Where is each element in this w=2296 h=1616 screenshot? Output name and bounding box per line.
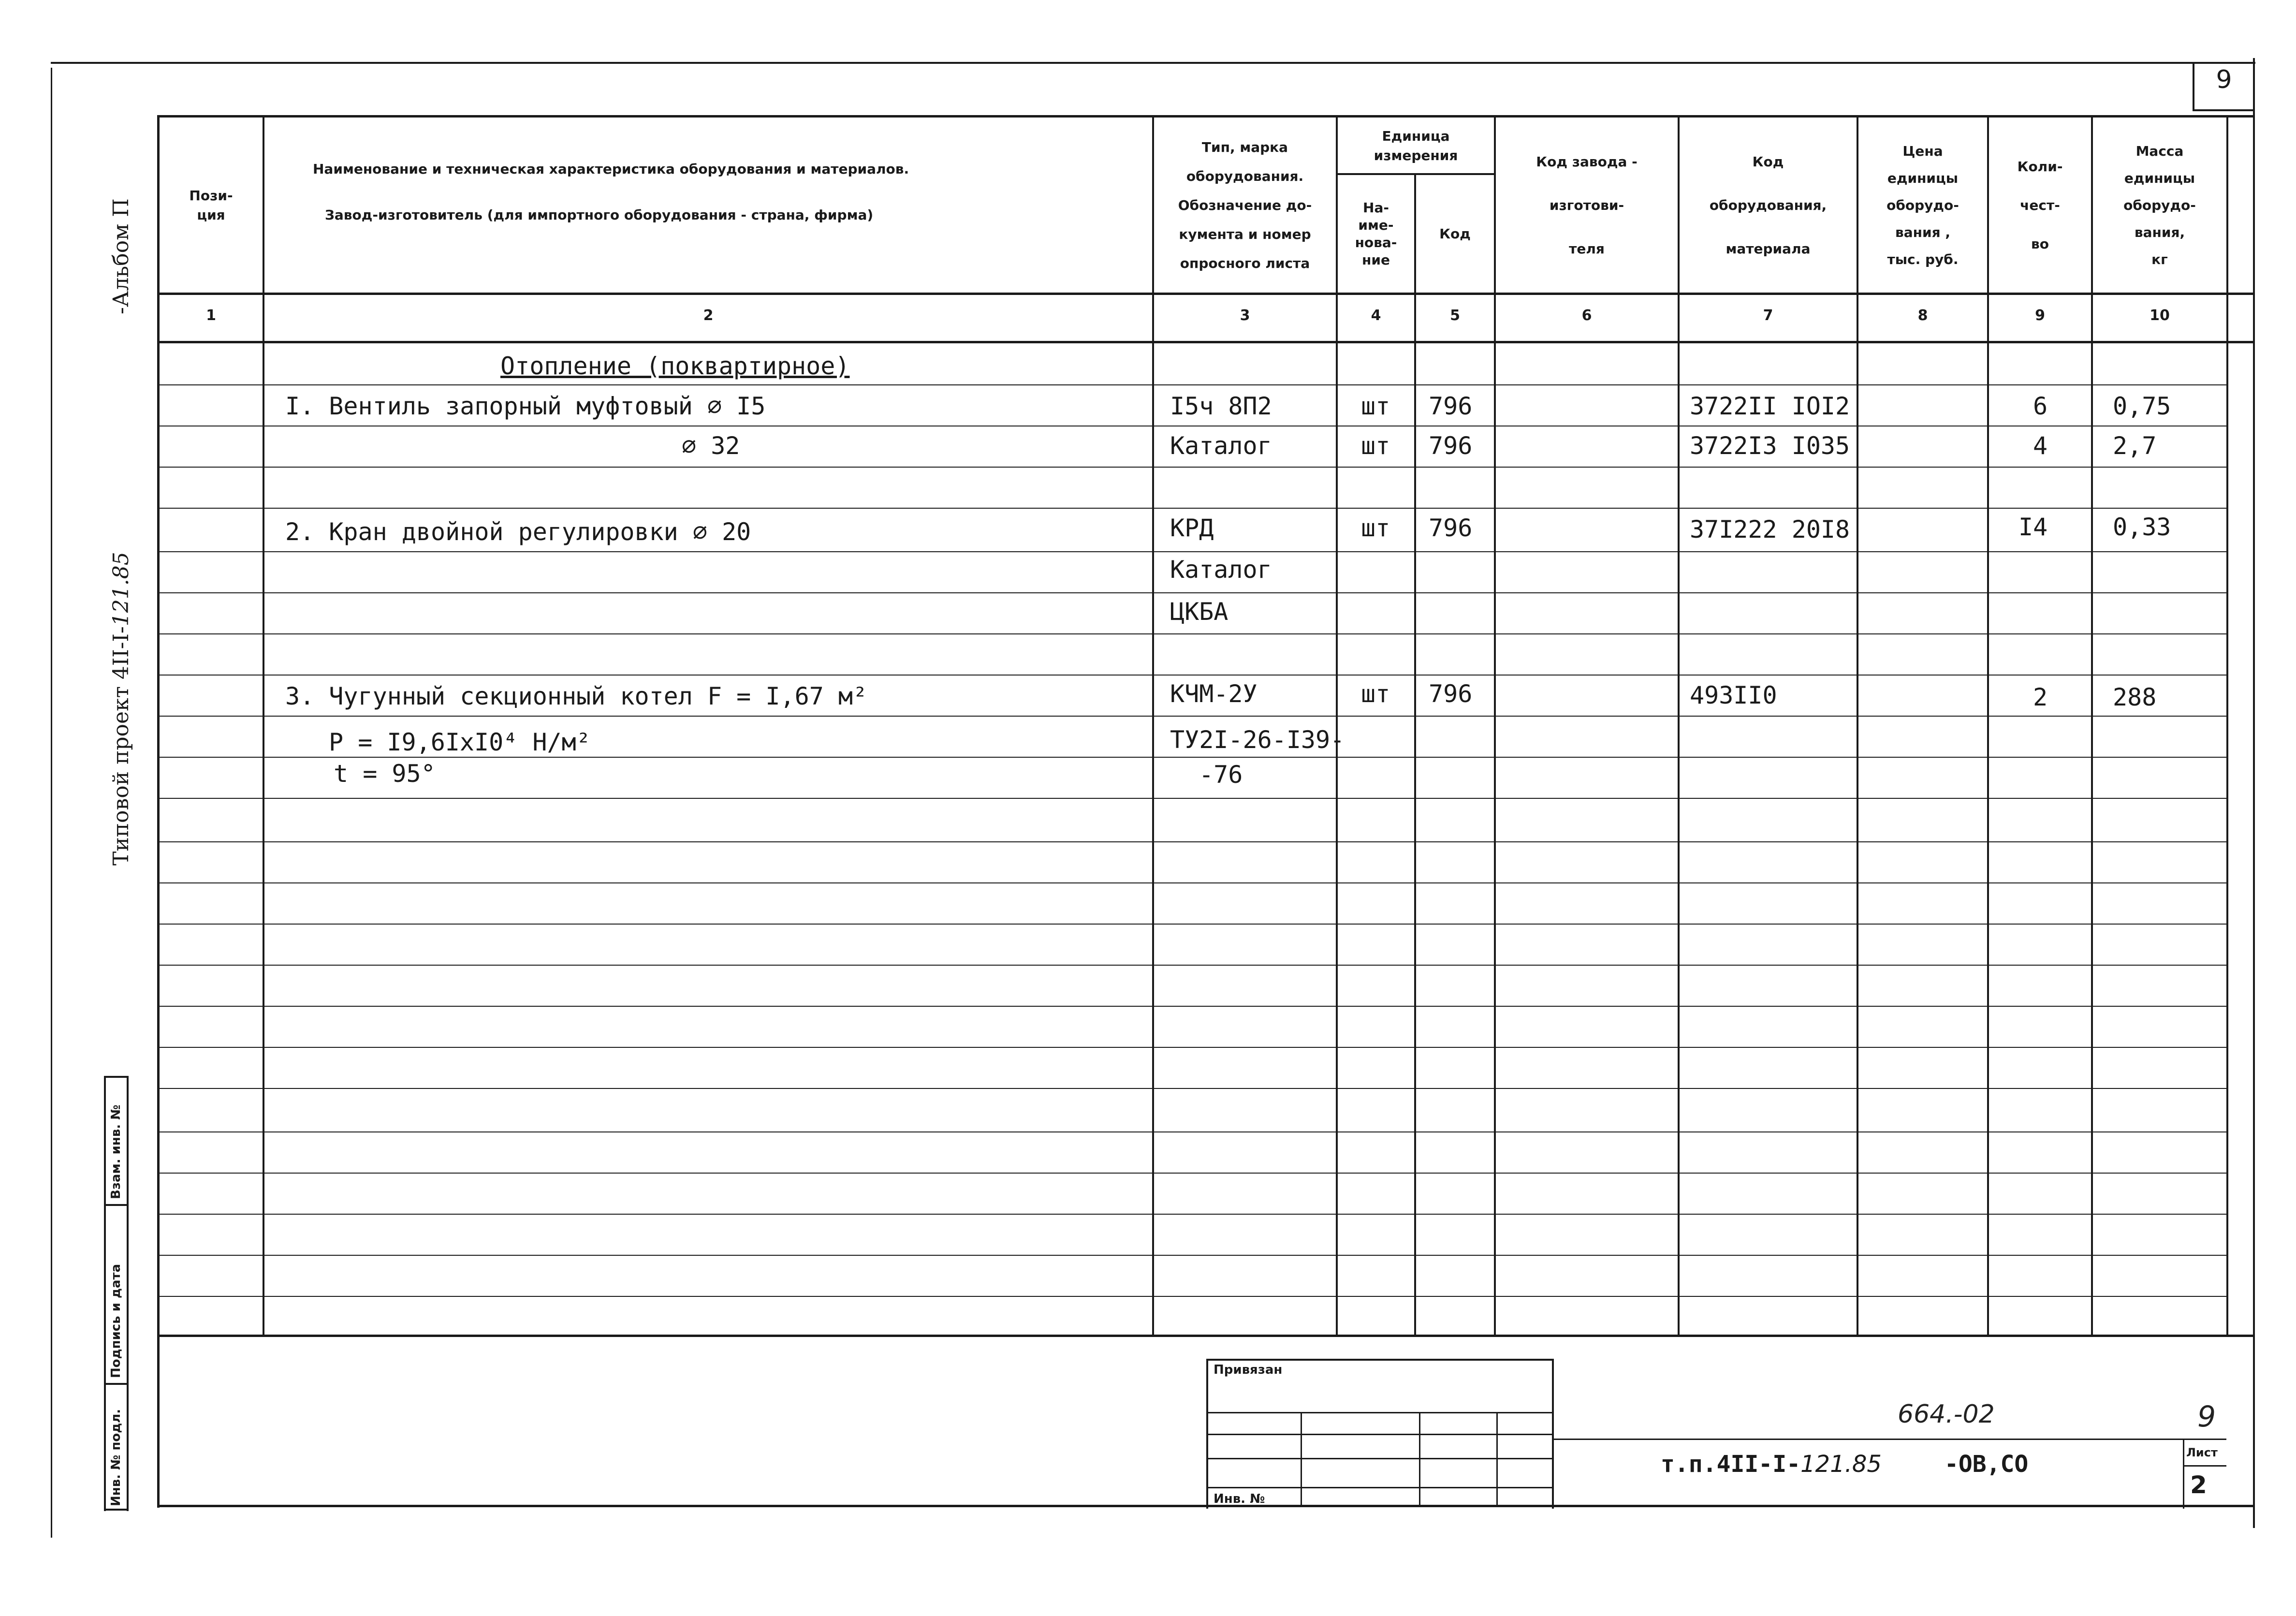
header-qty: Коли- чест- во (2017, 159, 2063, 252)
designation-hand: 121.85 (1800, 1451, 1882, 1478)
row6-equip-code: 493II0 (1690, 681, 1777, 709)
header-mass: Масса единицы оборудо- вания, кг (2123, 143, 2196, 267)
stamp-list-value: 2 (2190, 1471, 2207, 1499)
row1-type: I5ч 8П2 (1170, 392, 1272, 420)
row3-mass: 0,33 (2113, 513, 2171, 541)
header-name-line1: Наименование и техническая характеристика оборудования и материалов. (313, 161, 909, 177)
stamp-privyazan: Привязан (1214, 1363, 1283, 1377)
row2-qty: 4 (2033, 432, 2048, 460)
row2-type: Каталог (1170, 432, 1272, 460)
side-album: -Альбом П (109, 198, 133, 314)
side-field-sign: Подпись и дата (109, 1263, 123, 1378)
row6-code: 796 (1429, 680, 1473, 708)
header-price: Цена единицы оборудо- вания , тыс. руб. (1887, 143, 1959, 267)
col-num-9: 9 (2035, 307, 2045, 324)
row1-unit: шт (1361, 392, 1390, 420)
row3-unit: шт (1361, 514, 1390, 542)
row8-type: -76 (1199, 761, 1243, 789)
row6-unit: шт (1361, 680, 1390, 708)
row1-name: I. Вентиль запорный муфтовый ∅ I5 (285, 392, 766, 420)
row6-qty: 2 (2033, 683, 2048, 711)
header-unit: Единица измерения (1374, 128, 1458, 163)
row3-type: КРД (1170, 514, 1214, 542)
row3-equip-code: 37I222 20I8 (1690, 515, 1850, 544)
page-number-top: 9 (2216, 65, 2232, 94)
row7-name: P = I9,6IxI0⁴ Н/м² (329, 728, 591, 756)
stamp-sheet-hand: 9 (2197, 1400, 2216, 1434)
frame-left (51, 68, 52, 1538)
row2-mass: 2,7 (2113, 432, 2157, 460)
header-unit-code: Код (1439, 225, 1471, 242)
side-field-vzam: Взам. инв. № (109, 1104, 123, 1199)
row2-unit: шт (1361, 432, 1390, 460)
stamp-list-label: Лист (2186, 1446, 2218, 1459)
col-num-5: 5 (1450, 307, 1460, 324)
row3-qty: I4 (2018, 513, 2048, 541)
section-heading: Отопление (поквартирное) (500, 352, 850, 380)
row3-name: 2. Кран двойной регулировки ∅ 20 (285, 518, 751, 546)
table-top (157, 115, 2253, 118)
col-num-7: 7 (1763, 307, 1773, 324)
side-field-inv: Инв. № подл. (109, 1409, 123, 1506)
row6-name: 3. Чугунный секционный котел F = I,67 м² (285, 682, 868, 710)
side-project-hand: 121.85 (109, 552, 133, 627)
col-num-1: 1 (206, 307, 216, 324)
stamp-doc-number: 664.-02 (1898, 1400, 1995, 1429)
frame-top (51, 62, 2255, 64)
row4-type: Каталог (1170, 556, 1272, 584)
row5-type: ЦКБА (1170, 598, 1228, 626)
col-num-2: 2 (703, 307, 714, 324)
header-equip-code: Код оборудования, материала (1709, 154, 1827, 257)
side-project-label: Типовой проект 4II-I- (109, 626, 133, 866)
col-num-8: 8 (1917, 307, 1928, 324)
table-left (157, 115, 160, 1508)
row2-name: ∅ 32 (682, 432, 740, 460)
row3-code: 796 (1429, 514, 1473, 542)
row1-code: 796 (1429, 392, 1473, 420)
stamp-inv-no: Инв. № (1214, 1492, 1265, 1506)
designation-suffix: -ОВ,СО (1944, 1451, 2029, 1478)
header-type: Тип, марка оборудования. Обозначение до- кумента и номер опросного листа (1178, 139, 1312, 271)
header-position: Пози- ция (189, 188, 233, 223)
row6-mass: 288 (2113, 683, 2157, 711)
col-num-10: 10 (2150, 307, 2170, 324)
col-num-4: 4 (1371, 307, 1381, 324)
row1-equip-code: 3722II IOI2 (1690, 392, 1850, 420)
col-num-6: 6 (1581, 307, 1592, 324)
col-num-3: 3 (1240, 307, 1250, 324)
header-name-line2: Завод-изготовитель (для импортного оборудования - страна, фирма) (325, 207, 874, 223)
row8-name: t = 95° (334, 760, 436, 788)
row2-code: 796 (1429, 432, 1473, 460)
row1-mass: 0,75 (2113, 392, 2171, 420)
row2-equip-code: 3722I3 I035 (1690, 432, 1850, 460)
side-project (109, 552, 133, 866)
header-unit-name: На- име- нова- ние (1355, 199, 1397, 268)
designation-prefix: т.п.4II-I- (1661, 1451, 1800, 1478)
frame-right (2253, 58, 2255, 1528)
row6-type: КЧМ-2У (1170, 680, 1258, 708)
stamp-designation (1661, 1451, 2028, 1478)
row7-type: ТУ2I-26-I39- (1170, 726, 1345, 754)
row1-qty: 6 (2033, 392, 2048, 420)
header-maker-code: Код завода - изготови- теля (1536, 154, 1638, 257)
